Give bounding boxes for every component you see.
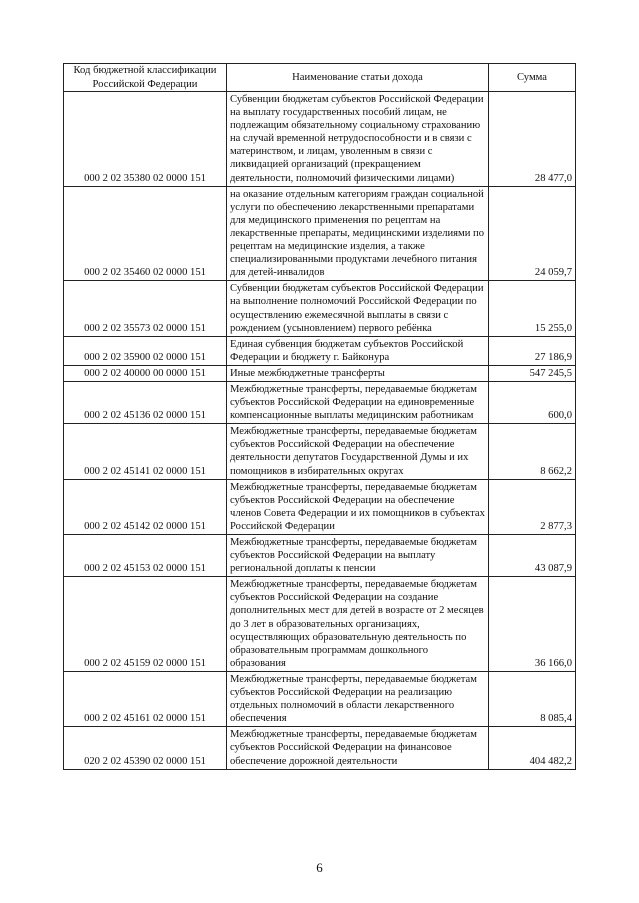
row-name: Межбюджетные трансферты, передаваемые бюджетам субъектов Российской Федерации на единовременные компенсационные выплаты медицинским работникам [227, 381, 489, 423]
table-row [64, 381, 576, 423]
table-row [64, 535, 576, 577]
table-row [64, 671, 576, 726]
row-code: 000 2 02 40000 00 0000 151 [64, 365, 227, 381]
row-sum: 15 255,0 [489, 281, 576, 336]
row-name: Иные межбюджетные трансферты [227, 365, 489, 381]
table-row [64, 186, 576, 281]
row-name: Межбюджетные трансферты, передаваемые бюджетам субъектов Российской Федерации на финансовое обеспечение дорожной деятельности [227, 727, 489, 769]
row-name: Межбюджетные трансферты, передаваемые бюджетам субъектов Российской Федерации на обеспечение деятельности депутатов Государственной Думы и их помощников в избирательных округах [227, 424, 489, 479]
row-code: 000 2 02 45159 02 0000 151 [64, 577, 227, 672]
table-row [64, 336, 576, 365]
row-sum: 27 186,9 [489, 336, 576, 365]
table-row [64, 479, 576, 534]
row-sum: 600,0 [489, 381, 576, 423]
table-row [64, 92, 576, 187]
header-name: Наименование статьи дохода [227, 64, 489, 92]
row-name: Межбюджетные трансферты, передаваемые бюджетам субъектов Российской Федерации на обеспечение членов Совета Федерации и их помощников в субъектах Российской Федерации [227, 479, 489, 534]
row-name: на оказание отдельным категориям граждан социальной услуги по обеспечению лекарственными препаратами для медицинского применения по рецептам на лекарственные препараты, медицинскими изделиями по рецептам на медицинские изделия, а также специализированными продуктами лечебного питания для детей-инвалидов [227, 186, 489, 281]
row-sum: 28 477,0 [489, 92, 576, 187]
row-code: 000 2 02 35460 02 0000 151 [64, 186, 227, 281]
row-code: 000 2 02 45136 02 0000 151 [64, 381, 227, 423]
revenue-table [63, 63, 576, 770]
table-header-row [64, 64, 576, 92]
table-row [64, 281, 576, 336]
row-sum: 24 059,7 [489, 186, 576, 281]
row-name: Межбюджетные трансферты, передаваемые бюджетам субъектов Российской Федерации на создание дополнительных мест для детей в возрасте от 2 месяцев до 3 лет в образовательных организациях, осуществляющих образовательную деятельность по образовательным программам дошкольного образования [227, 577, 489, 672]
header-code: Код бюджетной классификации Российской Федерации [64, 64, 227, 92]
row-code: 000 2 02 45141 02 0000 151 [64, 424, 227, 479]
table-row [64, 577, 576, 672]
table-row [64, 365, 576, 381]
row-name: Межбюджетные трансферты, передаваемые бюджетам субъектов Российской Федерации на выплату региональной доплаты к пенсии [227, 535, 489, 577]
table-row [64, 424, 576, 479]
row-code: 000 2 02 45142 02 0000 151 [64, 479, 227, 534]
row-sum: 8 662,2 [489, 424, 576, 479]
row-code: 000 2 02 35573 02 0000 151 [64, 281, 227, 336]
row-name: Субвенции бюджетам субъектов Российской Федерации на выполнение полномочий Российской Федерации по осуществлению ежемесячной выплаты в связи с рождением (усыновлением) первого ребёнка [227, 281, 489, 336]
row-code: 000 2 02 35900 02 0000 151 [64, 336, 227, 365]
row-code: 020 2 02 45390 02 0000 151 [64, 727, 227, 769]
row-name: Субвенции бюджетам субъектов Российской Федерации на выплату государственных пособий лицам, не подлежащим обязательному социальному страхованию на случай временной нетрудоспособности и в связи с материнством, и лицам, уволенным в связи с ликвидацией организаций (прекращением деятельности, полномочий физическими лицами) [227, 92, 489, 187]
row-name: Единая субвенция бюджетам субъектов Российской Федерации и бюджету г. Байконура [227, 336, 489, 365]
row-sum: 8 085,4 [489, 671, 576, 726]
row-sum: 404 482,2 [489, 727, 576, 769]
row-code: 000 2 02 45153 02 0000 151 [64, 535, 227, 577]
row-sum: 547 245,5 [489, 365, 576, 381]
row-sum: 43 087,9 [489, 535, 576, 577]
row-code: 000 2 02 45161 02 0000 151 [64, 671, 227, 726]
header-sum: Сумма [489, 64, 576, 92]
row-code: 000 2 02 35380 02 0000 151 [64, 92, 227, 187]
row-sum: 36 166,0 [489, 577, 576, 672]
page-number: 6 [316, 860, 323, 875]
row-sum: 2 877,3 [489, 479, 576, 534]
row-name: Межбюджетные трансферты, передаваемые бюджетам субъектов Российской Федерации на реализацию отдельных полномочий в области лекарственного обеспечения [227, 671, 489, 726]
table-row [64, 727, 576, 769]
